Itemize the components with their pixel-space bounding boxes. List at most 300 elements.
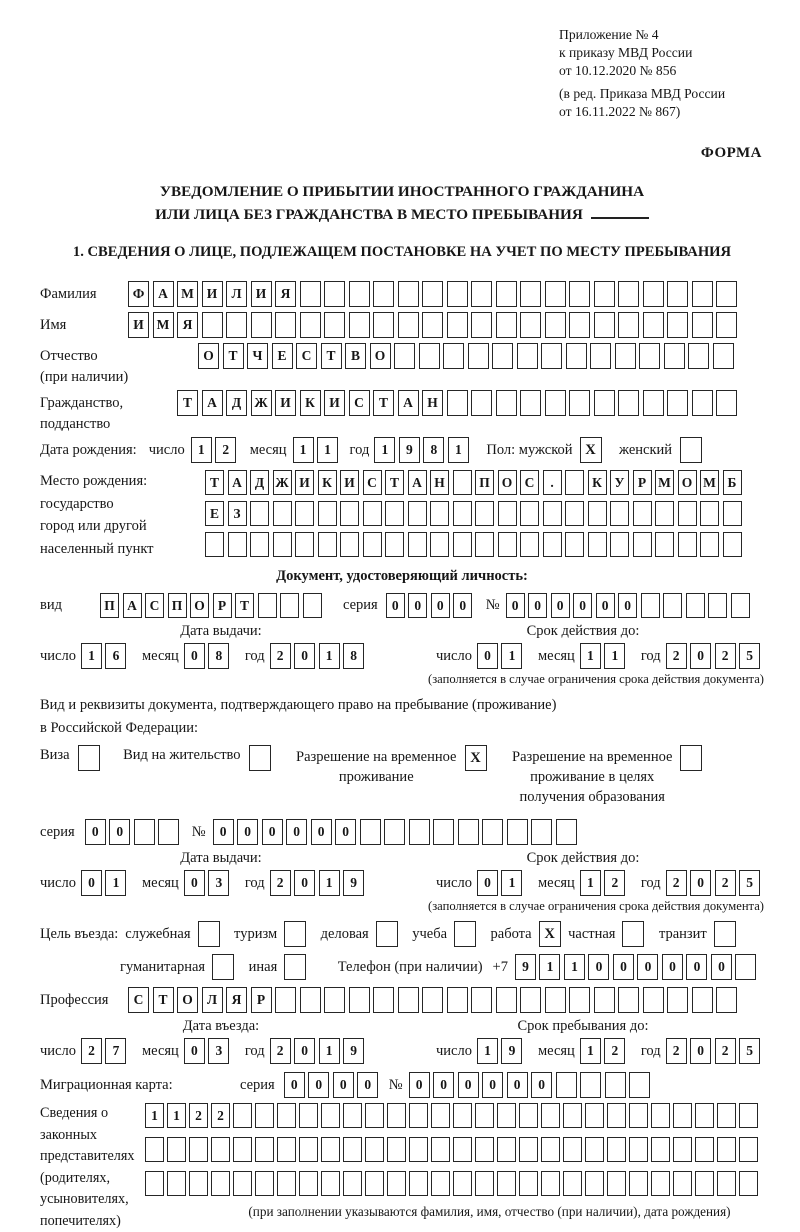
char-cell[interactable]: С <box>128 987 149 1013</box>
char-cell[interactable]: Р <box>251 987 272 1013</box>
char-cell[interactable]: 1 <box>167 1103 186 1128</box>
char-cell[interactable] <box>202 312 223 338</box>
char-cell[interactable] <box>543 532 562 557</box>
char-cell[interactable]: 0 <box>184 643 205 669</box>
char-cell[interactable] <box>409 1103 428 1128</box>
char-cell[interactable] <box>692 281 713 307</box>
char-cell[interactable]: О <box>198 343 219 369</box>
char-cell[interactable]: И <box>275 390 296 416</box>
char-cell[interactable] <box>430 532 449 557</box>
char-cell[interactable]: 0 <box>81 870 102 896</box>
char-cell[interactable] <box>688 343 709 369</box>
char-cell[interactable] <box>723 501 742 526</box>
char-cell[interactable]: Р <box>633 470 652 495</box>
char-cell[interactable] <box>228 532 247 557</box>
char-cell[interactable] <box>541 1103 560 1128</box>
char-cell[interactable] <box>651 1171 670 1196</box>
char-cell[interactable]: И <box>340 470 359 495</box>
char-cell[interactable] <box>541 1171 560 1196</box>
char-cell[interactable] <box>580 1072 601 1098</box>
checkbox-cell[interactable] <box>198 921 220 947</box>
char-cell[interactable] <box>695 1137 714 1162</box>
char-cell[interactable] <box>585 1103 604 1128</box>
checkbox-cell[interactable] <box>284 921 306 947</box>
char-cell[interactable] <box>360 819 381 845</box>
char-cell[interactable]: 0 <box>686 954 707 980</box>
char-cell[interactable] <box>692 312 713 338</box>
char-cell[interactable]: М <box>655 470 674 495</box>
char-cell[interactable] <box>303 593 322 618</box>
char-cell[interactable]: 1 <box>539 954 560 980</box>
char-cell[interactable] <box>716 987 737 1013</box>
char-cell[interactable]: О <box>498 470 517 495</box>
char-cell[interactable]: А <box>153 281 174 307</box>
char-cell[interactable] <box>615 343 636 369</box>
char-cell[interactable] <box>673 1137 692 1162</box>
char-cell[interactable]: 5 <box>739 643 760 669</box>
char-cell[interactable] <box>324 281 345 307</box>
char-cell[interactable]: 9 <box>501 1038 522 1064</box>
char-cell[interactable] <box>565 501 584 526</box>
char-cell[interactable]: 3 <box>208 1038 229 1064</box>
char-cell[interactable]: А <box>123 593 142 618</box>
char-cell[interactable]: 0 <box>308 1072 329 1098</box>
char-cell[interactable] <box>443 343 464 369</box>
char-cell[interactable] <box>394 343 415 369</box>
char-cell[interactable] <box>340 532 359 557</box>
char-cell[interactable] <box>517 343 538 369</box>
char-cell[interactable] <box>565 532 584 557</box>
char-cell[interactable] <box>226 312 247 338</box>
char-cell[interactable] <box>250 532 269 557</box>
char-cell[interactable]: 0 <box>588 954 609 980</box>
char-cell[interactable] <box>299 1171 318 1196</box>
char-cell[interactable] <box>431 1137 450 1162</box>
char-cell[interactable] <box>205 532 224 557</box>
char-cell[interactable] <box>299 1103 318 1128</box>
char-cell[interactable] <box>385 501 404 526</box>
char-cell[interactable]: 0 <box>662 954 683 980</box>
char-cell[interactable] <box>431 1103 450 1128</box>
checkbox-cell[interactable] <box>212 954 234 980</box>
char-cell[interactable]: 2 <box>666 1038 687 1064</box>
checkbox-cell[interactable] <box>680 745 702 771</box>
char-cell[interactable] <box>667 390 688 416</box>
char-cell[interactable] <box>475 501 494 526</box>
char-cell[interactable] <box>507 819 528 845</box>
char-cell[interactable]: 0 <box>477 870 498 896</box>
checkbox-cell[interactable]: X <box>465 745 487 771</box>
char-cell[interactable] <box>321 1137 340 1162</box>
char-cell[interactable] <box>277 1137 296 1162</box>
char-cell[interactable] <box>633 501 652 526</box>
char-cell[interactable] <box>145 1171 164 1196</box>
char-cell[interactable]: Т <box>205 470 224 495</box>
char-cell[interactable] <box>667 281 688 307</box>
char-cell[interactable] <box>145 1137 164 1162</box>
char-cell[interactable]: 0 <box>335 819 356 845</box>
char-cell[interactable]: 2 <box>715 870 736 896</box>
char-cell[interactable] <box>610 532 629 557</box>
char-cell[interactable]: 1 <box>580 870 601 896</box>
char-cell[interactable] <box>471 390 492 416</box>
char-cell[interactable] <box>363 501 382 526</box>
char-cell[interactable] <box>588 501 607 526</box>
char-cell[interactable] <box>496 312 517 338</box>
char-cell[interactable]: 0 <box>311 819 332 845</box>
char-cell[interactable]: У <box>610 470 629 495</box>
char-cell[interactable]: Н <box>430 470 449 495</box>
char-cell[interactable] <box>300 312 321 338</box>
char-cell[interactable] <box>340 501 359 526</box>
char-cell[interactable] <box>563 1103 582 1128</box>
char-cell[interactable] <box>373 281 394 307</box>
char-cell[interactable] <box>300 281 321 307</box>
char-cell[interactable] <box>496 987 517 1013</box>
char-cell[interactable] <box>643 987 664 1013</box>
char-cell[interactable] <box>273 501 292 526</box>
checkbox-cell[interactable] <box>454 921 476 947</box>
char-cell[interactable]: О <box>370 343 391 369</box>
char-cell[interactable]: К <box>318 470 337 495</box>
char-cell[interactable]: 1 <box>374 437 395 463</box>
char-cell[interactable] <box>610 501 629 526</box>
char-cell[interactable] <box>692 987 713 1013</box>
char-cell[interactable]: В <box>345 343 366 369</box>
char-cell[interactable] <box>565 470 584 495</box>
char-cell[interactable] <box>387 1103 406 1128</box>
char-cell[interactable] <box>343 1171 362 1196</box>
char-cell[interactable] <box>471 312 492 338</box>
char-cell[interactable] <box>541 343 562 369</box>
char-cell[interactable] <box>318 532 337 557</box>
char-cell[interactable] <box>629 1171 648 1196</box>
char-cell[interactable] <box>563 1137 582 1162</box>
char-cell[interactable] <box>519 1103 538 1128</box>
char-cell[interactable]: А <box>398 390 419 416</box>
char-cell[interactable] <box>695 1171 714 1196</box>
char-cell[interactable]: Ж <box>251 390 272 416</box>
char-cell[interactable] <box>433 819 454 845</box>
char-cell[interactable]: 2 <box>215 437 236 463</box>
char-cell[interactable]: 2 <box>715 1038 736 1064</box>
char-cell[interactable] <box>453 1171 472 1196</box>
char-cell[interactable]: Б <box>723 470 742 495</box>
checkbox-cell[interactable] <box>714 921 736 947</box>
char-cell[interactable] <box>280 593 299 618</box>
char-cell[interactable]: С <box>520 470 539 495</box>
char-cell[interactable] <box>408 501 427 526</box>
char-cell[interactable] <box>590 343 611 369</box>
char-cell[interactable]: А <box>202 390 223 416</box>
char-cell[interactable] <box>667 312 688 338</box>
char-cell[interactable]: 0 <box>551 593 570 618</box>
char-cell[interactable]: 1 <box>293 437 314 463</box>
char-cell[interactable] <box>692 390 713 416</box>
char-cell[interactable] <box>258 593 277 618</box>
char-cell[interactable] <box>475 532 494 557</box>
char-cell[interactable] <box>419 343 440 369</box>
char-cell[interactable]: И <box>128 312 149 338</box>
char-cell[interactable] <box>453 532 472 557</box>
char-cell[interactable]: 1 <box>580 643 601 669</box>
char-cell[interactable] <box>717 1137 736 1162</box>
char-cell[interactable]: 1 <box>319 1038 340 1064</box>
char-cell[interactable]: 0 <box>408 593 427 618</box>
char-cell[interactable]: 8 <box>208 643 229 669</box>
char-cell[interactable] <box>384 819 405 845</box>
char-cell[interactable] <box>471 987 492 1013</box>
char-cell[interactable] <box>520 987 541 1013</box>
char-cell[interactable]: И <box>202 281 223 307</box>
char-cell[interactable]: 1 <box>448 437 469 463</box>
char-cell[interactable] <box>651 1137 670 1162</box>
checkbox-cell[interactable] <box>622 921 644 947</box>
char-cell[interactable] <box>585 1137 604 1162</box>
char-cell[interactable] <box>387 1171 406 1196</box>
char-cell[interactable]: Ж <box>273 470 292 495</box>
char-cell[interactable] <box>422 987 443 1013</box>
char-cell[interactable]: 1 <box>477 1038 498 1064</box>
char-cell[interactable]: 1 <box>145 1103 164 1128</box>
char-cell[interactable] <box>422 312 443 338</box>
char-cell[interactable]: 0 <box>596 593 615 618</box>
char-cell[interactable]: 8 <box>343 643 364 669</box>
char-cell[interactable]: 2 <box>189 1103 208 1128</box>
char-cell[interactable] <box>723 532 742 557</box>
char-cell[interactable] <box>716 390 737 416</box>
char-cell[interactable] <box>497 1137 516 1162</box>
char-cell[interactable] <box>673 1171 692 1196</box>
char-cell[interactable] <box>717 1171 736 1196</box>
char-cell[interactable]: И <box>251 281 272 307</box>
char-cell[interactable] <box>629 1137 648 1162</box>
char-cell[interactable] <box>607 1137 626 1162</box>
char-cell[interactable] <box>700 501 719 526</box>
char-cell[interactable] <box>663 593 682 618</box>
char-cell[interactable] <box>633 532 652 557</box>
char-cell[interactable] <box>639 343 660 369</box>
char-cell[interactable] <box>520 532 539 557</box>
char-cell[interactable]: Т <box>321 343 342 369</box>
char-cell[interactable]: О <box>190 593 209 618</box>
char-cell[interactable]: 0 <box>618 593 637 618</box>
char-cell[interactable]: 2 <box>666 870 687 896</box>
char-cell[interactable] <box>545 281 566 307</box>
char-cell[interactable]: 0 <box>573 593 592 618</box>
char-cell[interactable] <box>409 1137 428 1162</box>
char-cell[interactable]: 0 <box>690 643 711 669</box>
char-cell[interactable] <box>447 987 468 1013</box>
checkbox-cell[interactable] <box>78 745 100 771</box>
char-cell[interactable] <box>275 312 296 338</box>
char-cell[interactable]: 0 <box>294 870 315 896</box>
char-cell[interactable] <box>716 281 737 307</box>
char-cell[interactable] <box>569 312 590 338</box>
char-cell[interactable]: 6 <box>105 643 126 669</box>
char-cell[interactable]: К <box>588 470 607 495</box>
char-cell[interactable] <box>607 1171 626 1196</box>
char-cell[interactable]: 0 <box>711 954 732 980</box>
char-cell[interactable] <box>643 312 664 338</box>
char-cell[interactable] <box>251 312 272 338</box>
char-cell[interactable]: 3 <box>208 870 229 896</box>
char-cell[interactable]: З <box>228 501 247 526</box>
char-cell[interactable] <box>447 312 468 338</box>
char-cell[interactable]: 1 <box>319 643 340 669</box>
char-cell[interactable]: 0 <box>284 1072 305 1098</box>
char-cell[interactable] <box>422 281 443 307</box>
char-cell[interactable]: 2 <box>270 870 291 896</box>
char-cell[interactable] <box>363 532 382 557</box>
char-cell[interactable]: Т <box>385 470 404 495</box>
char-cell[interactable]: М <box>177 281 198 307</box>
char-cell[interactable] <box>739 1137 758 1162</box>
char-cell[interactable] <box>594 987 615 1013</box>
char-cell[interactable]: 0 <box>431 593 450 618</box>
char-cell[interactable] <box>321 1171 340 1196</box>
char-cell[interactable]: 0 <box>85 819 106 845</box>
char-cell[interactable]: 9 <box>515 954 536 980</box>
char-cell[interactable]: М <box>700 470 719 495</box>
char-cell[interactable] <box>678 532 697 557</box>
char-cell[interactable]: П <box>475 470 494 495</box>
char-cell[interactable] <box>430 501 449 526</box>
char-cell[interactable] <box>453 470 472 495</box>
char-cell[interactable]: Я <box>177 312 198 338</box>
char-cell[interactable]: 8 <box>423 437 444 463</box>
char-cell[interactable]: П <box>100 593 119 618</box>
char-cell[interactable] <box>349 312 370 338</box>
char-cell[interactable] <box>468 343 489 369</box>
char-cell[interactable]: 0 <box>286 819 307 845</box>
char-cell[interactable] <box>618 281 639 307</box>
char-cell[interactable] <box>545 312 566 338</box>
char-cell[interactable]: И <box>324 390 345 416</box>
char-cell[interactable] <box>409 819 430 845</box>
char-cell[interactable] <box>453 1103 472 1128</box>
char-cell[interactable] <box>541 1137 560 1162</box>
char-cell[interactable]: 0 <box>690 1038 711 1064</box>
char-cell[interactable]: 1 <box>501 643 522 669</box>
char-cell[interactable] <box>519 1171 538 1196</box>
char-cell[interactable]: 2 <box>715 643 736 669</box>
char-cell[interactable]: 0 <box>477 643 498 669</box>
char-cell[interactable] <box>497 1171 516 1196</box>
char-cell[interactable]: 9 <box>399 437 420 463</box>
char-cell[interactable] <box>277 1103 296 1128</box>
char-cell[interactable]: С <box>349 390 370 416</box>
char-cell[interactable]: 5 <box>739 870 760 896</box>
char-cell[interactable] <box>655 501 674 526</box>
char-cell[interactable] <box>134 819 155 845</box>
char-cell[interactable] <box>713 343 734 369</box>
char-cell[interactable]: 2 <box>211 1103 230 1128</box>
char-cell[interactable] <box>594 390 615 416</box>
char-cell[interactable] <box>273 532 292 557</box>
char-cell[interactable]: 0 <box>433 1072 454 1098</box>
char-cell[interactable]: Ч <box>247 343 268 369</box>
char-cell[interactable]: 0 <box>357 1072 378 1098</box>
char-cell[interactable] <box>618 390 639 416</box>
char-cell[interactable] <box>482 819 503 845</box>
char-cell[interactable] <box>453 501 472 526</box>
char-cell[interactable]: С <box>363 470 382 495</box>
char-cell[interactable]: 1 <box>501 870 522 896</box>
char-cell[interactable] <box>408 532 427 557</box>
char-cell[interactable] <box>651 1103 670 1128</box>
char-cell[interactable]: 0 <box>109 819 130 845</box>
char-cell[interactable] <box>453 1137 472 1162</box>
char-cell[interactable]: 0 <box>507 1072 528 1098</box>
char-cell[interactable] <box>409 1171 428 1196</box>
char-cell[interactable]: 0 <box>333 1072 354 1098</box>
char-cell[interactable] <box>520 281 541 307</box>
char-cell[interactable] <box>556 819 577 845</box>
char-cell[interactable]: Л <box>226 281 247 307</box>
char-cell[interactable] <box>324 987 345 1013</box>
char-cell[interactable]: 0 <box>294 643 315 669</box>
char-cell[interactable]: А <box>408 470 427 495</box>
char-cell[interactable] <box>520 312 541 338</box>
char-cell[interactable] <box>349 281 370 307</box>
char-cell[interactable]: М <box>153 312 174 338</box>
char-cell[interactable] <box>605 1072 626 1098</box>
char-cell[interactable]: 1 <box>105 870 126 896</box>
char-cell[interactable]: 0 <box>184 1038 205 1064</box>
checkbox-cell[interactable] <box>249 745 271 771</box>
char-cell[interactable]: О <box>177 987 198 1013</box>
char-cell[interactable] <box>458 819 479 845</box>
char-cell[interactable]: П <box>168 593 187 618</box>
char-cell[interactable] <box>655 532 674 557</box>
char-cell[interactable]: Т <box>223 343 244 369</box>
char-cell[interactable] <box>447 390 468 416</box>
char-cell[interactable]: 0 <box>613 954 634 980</box>
char-cell[interactable]: 0 <box>506 593 525 618</box>
char-cell[interactable] <box>678 501 697 526</box>
char-cell[interactable]: Я <box>226 987 247 1013</box>
char-cell[interactable] <box>569 390 590 416</box>
char-cell[interactable]: 1 <box>319 870 340 896</box>
char-cell[interactable] <box>321 1103 340 1128</box>
char-cell[interactable] <box>520 390 541 416</box>
char-cell[interactable]: 1 <box>191 437 212 463</box>
char-cell[interactable] <box>365 1137 384 1162</box>
char-cell[interactable] <box>233 1137 252 1162</box>
char-cell[interactable]: 0 <box>409 1072 430 1098</box>
char-cell[interactable] <box>275 987 296 1013</box>
char-cell[interactable] <box>158 819 179 845</box>
char-cell[interactable] <box>233 1103 252 1128</box>
char-cell[interactable]: 0 <box>294 1038 315 1064</box>
char-cell[interactable] <box>708 593 727 618</box>
char-cell[interactable] <box>643 390 664 416</box>
char-cell[interactable] <box>398 987 419 1013</box>
char-cell[interactable]: А <box>228 470 247 495</box>
char-cell[interactable] <box>569 281 590 307</box>
char-cell[interactable] <box>520 501 539 526</box>
char-cell[interactable]: 0 <box>528 593 547 618</box>
char-cell[interactable] <box>497 1103 516 1128</box>
char-cell[interactable]: 0 <box>386 593 405 618</box>
char-cell[interactable] <box>667 987 688 1013</box>
char-cell[interactable] <box>519 1137 538 1162</box>
char-cell[interactable] <box>365 1103 384 1128</box>
char-cell[interactable]: 1 <box>604 643 625 669</box>
char-cell[interactable]: 2 <box>604 870 625 896</box>
char-cell[interactable]: 0 <box>453 593 472 618</box>
